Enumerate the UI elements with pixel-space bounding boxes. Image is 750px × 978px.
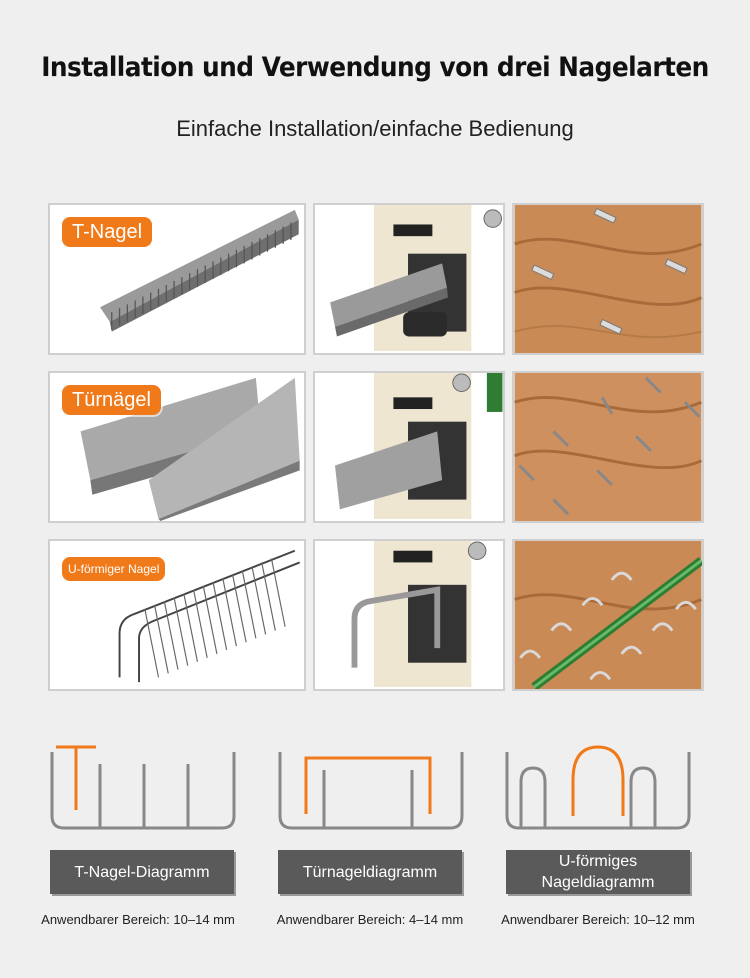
door-nail-strip-image (48, 371, 306, 523)
page-title: Installation und Verwendung von drei Nagelarten (41, 52, 709, 83)
door-nail-wood-image (512, 371, 704, 523)
t-nail-range: Anwendbarer Bereich: 10–14 mm (41, 912, 235, 927)
door-nail-diagram-icon (276, 742, 466, 834)
t-nail-diagram-icon (48, 742, 238, 834)
t-nail-strip-image (48, 203, 306, 355)
door-nail-tag: Türnägel (62, 385, 161, 415)
stapler-loading-graphic (315, 205, 503, 353)
stapler-loading-graphic-3 (315, 541, 503, 689)
u-nail-diagram-icon (503, 742, 693, 834)
door-nail-diagram-label: Türnageldiagramm (278, 850, 462, 894)
wood-door-nails-graphic (514, 373, 702, 521)
wood-u-nails-cable-graphic (514, 541, 702, 689)
u-nail-wood-image (512, 539, 704, 691)
door-nail-loading-image (313, 371, 505, 523)
t-nail-diagram-label: T-Nagel-Diagramm (50, 850, 234, 894)
t-nail-wood-image (512, 203, 704, 355)
u-nail-tag: U-förmiger Nagel (62, 557, 165, 581)
u-nail-range: Anwendbarer Bereich: 10–12 mm (501, 912, 695, 927)
u-nail-loading-image (313, 539, 505, 691)
door-nail-range: Anwendbarer Bereich: 4–14 mm (276, 912, 464, 927)
t-nail-loading-image (313, 203, 505, 355)
stapler-loading-graphic-2 (315, 373, 503, 521)
u-nail-strip-image (48, 539, 306, 691)
wood-t-nails-graphic (514, 205, 702, 353)
page-subtitle: Einfache Installation/einfache Bedienung (176, 116, 574, 141)
t-nail-tag: T-Nagel (62, 217, 152, 247)
u-nail-diagram-label: U-förmiges Nageldiagramm (506, 850, 690, 894)
